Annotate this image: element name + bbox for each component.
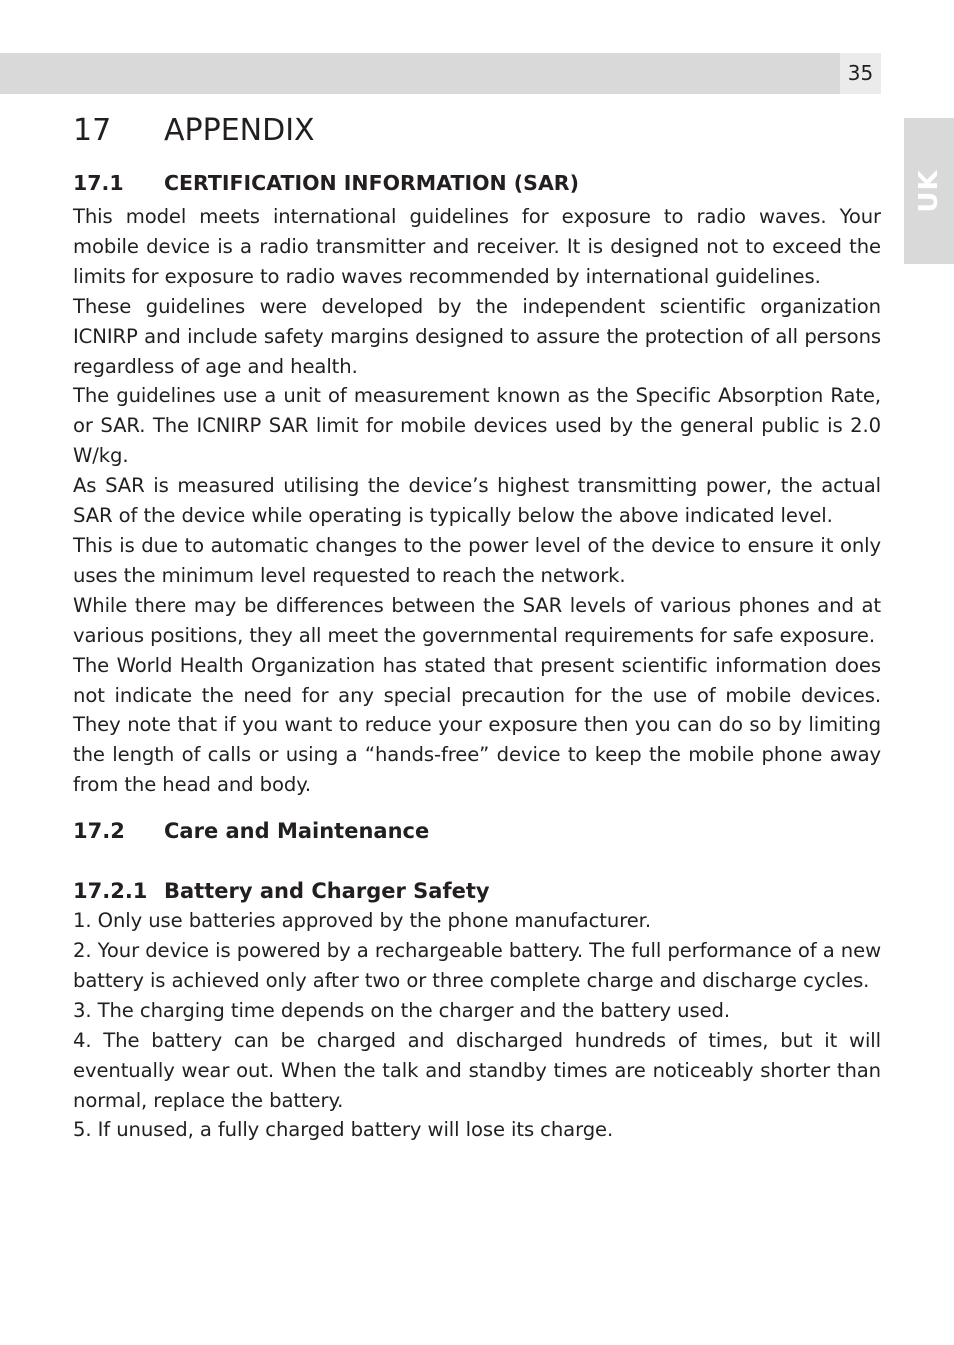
battery-heading xyxy=(73,876,881,906)
appendix-heading xyxy=(73,110,881,152)
appendix-title: APPENDIX xyxy=(164,113,315,148)
care-title: Care and Maintenance xyxy=(164,819,430,844)
battery-title: Battery and Charger Safety xyxy=(164,879,490,904)
list-item: 3. The charging time depends on the charger and the battery used. xyxy=(73,998,731,1022)
list-item: 1. Only use batteries approved by the phone manufacturer. xyxy=(73,909,651,933)
list-item: 2. Your device is powered by a rechargeable battery. The full performance of a new battery is achieved only after two or three complete charge and discharge cycles. xyxy=(73,939,881,992)
list-item: 4. The battery can be charged and discharged hundreds of times, but it will eventually wear out. When the talk and standby times are noticeably shorter than normal, replace the battery. xyxy=(73,1028,881,1112)
language-tab xyxy=(904,118,954,264)
care-number: 17.2 xyxy=(73,819,125,844)
sar-paragraph: As SAR is measured utilising the device’s highest transmitting power, the actual SAR of the device while operating is typically below the above indicated level. xyxy=(73,474,881,528)
care-heading xyxy=(73,816,881,846)
page-content xyxy=(73,110,881,1145)
sar-paragraph: The World Health Organization has stated that present scientific information does not indicate the need for any special precaution for the use of mobile devices. They note that if you want to reduce your exposure then you can do so by limiting the length of calls or using a “hands-free” device to keep the mobile phone away from the head and body. xyxy=(73,653,881,797)
spacer xyxy=(73,850,881,876)
page-number: 35 xyxy=(840,53,881,94)
battery-number: 17.2.1 xyxy=(73,879,148,904)
sar-paragraph: This is due to automatic changes to the power level of the device to ensure it only uses the minimum level requested to reach the network. xyxy=(73,533,881,587)
appendix-number: 17 xyxy=(73,113,112,148)
sar-paragraph: The guidelines use a unit of measurement known as the Specific Absorption Rate, or SAR. The ICNIRP SAR limit for mobile devices used by the general public is 2.0 W/kg. xyxy=(73,384,881,468)
sar-paragraph: This model meets international guidelines for exposure to radio waves. Your mobile device is a radio transmitter and receiver. It is designed not to exceed the limits for exposure to radio waves recommended by international guidelines. xyxy=(73,205,881,288)
language-tab-label: UK xyxy=(914,169,944,213)
sar-paragraph: These guidelines were developed by the independent scientific organization ICNIRP and include safety margins designed to assure the protection of all persons regardless of age and health. xyxy=(73,294,881,378)
sar-heading xyxy=(73,168,881,198)
spacer xyxy=(73,800,881,816)
sar-paragraph: While there may be differences between the SAR levels of various phones and at various positions, they all meet the governmental requirements for safe exposure. xyxy=(73,593,881,647)
header-bar xyxy=(0,53,840,94)
list-item: 5. If unused, a fully charged battery will lose its charge. xyxy=(73,1118,614,1142)
sar-number: 17.1 xyxy=(73,171,124,195)
sar-title: CERTIFICATION INFORMATION (SAR) xyxy=(164,171,579,195)
